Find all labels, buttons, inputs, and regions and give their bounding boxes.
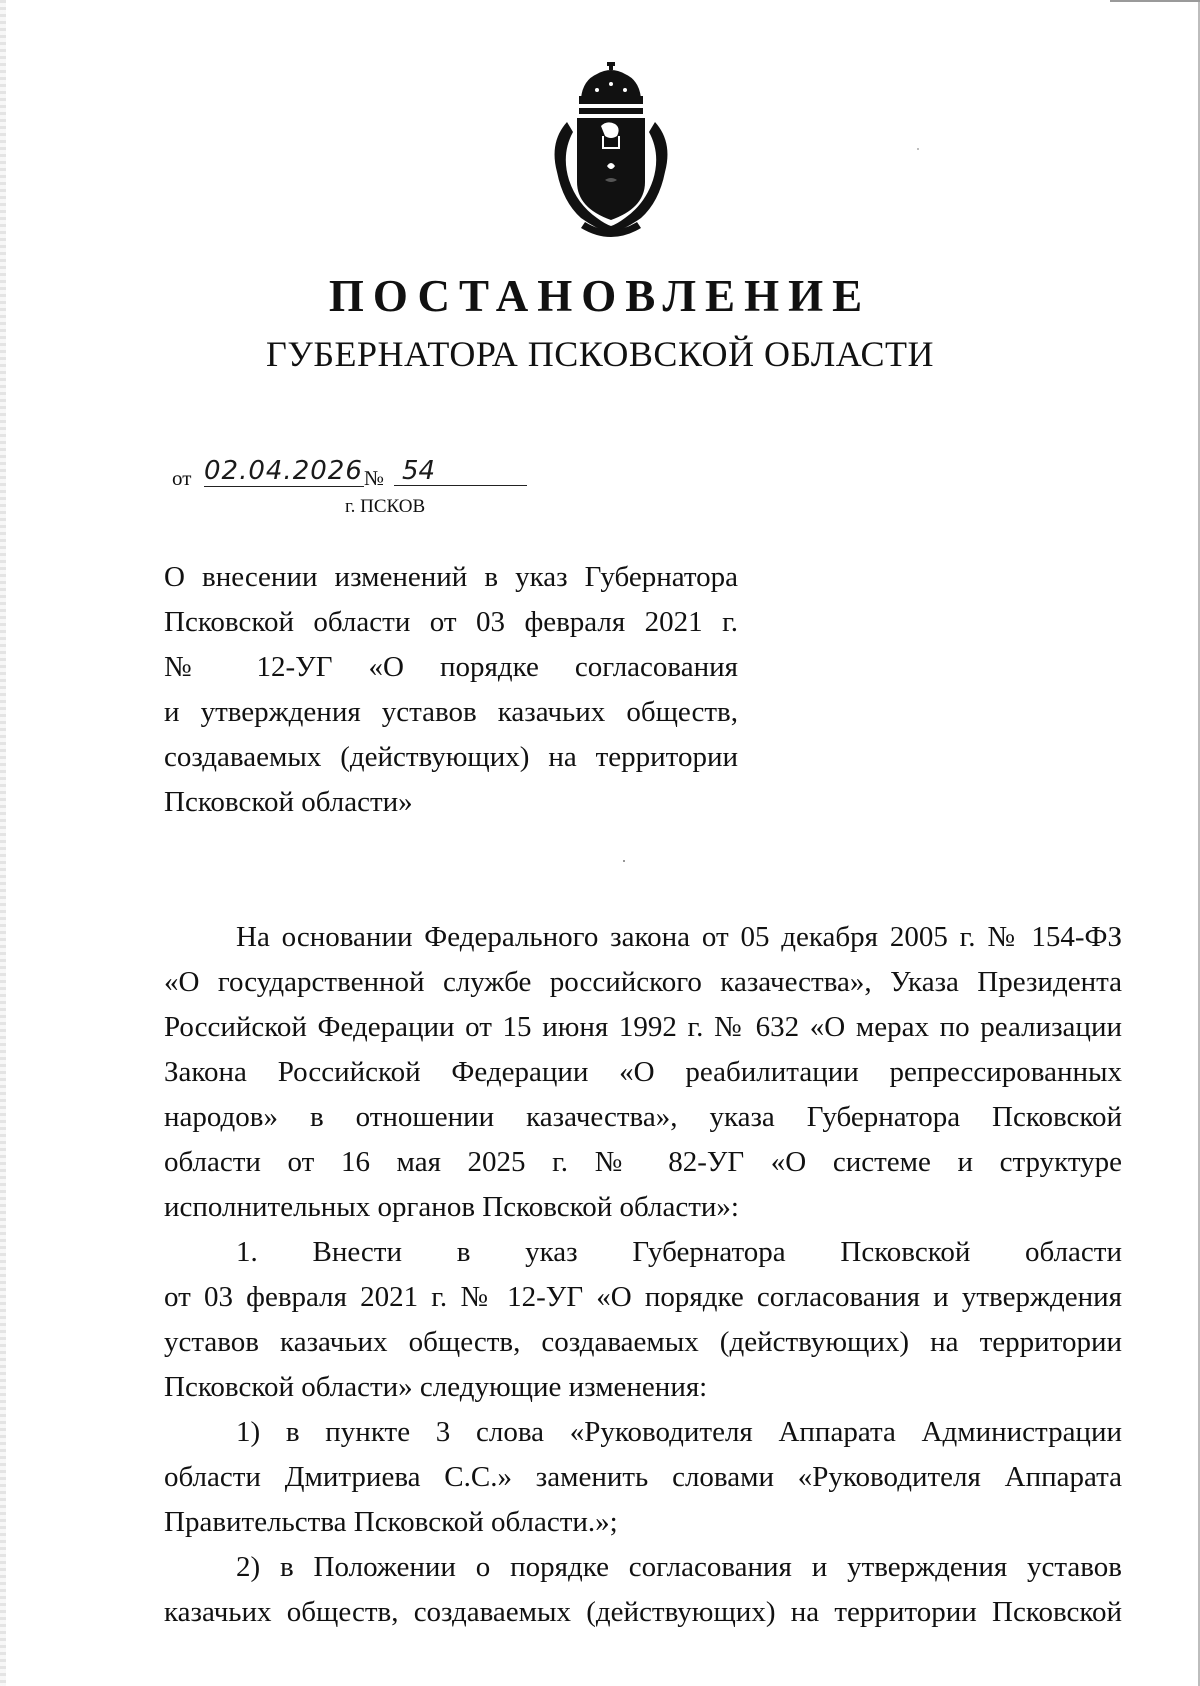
scan-speck: [623, 860, 625, 862]
scan-speck: [917, 148, 919, 150]
body-line: Правительства Псковской области.»;: [164, 1506, 618, 1538]
body-line: казачьих обществ, создаваемых (действующих) на территории Псковской: [164, 1596, 1122, 1628]
body-line: На основании Федерального закона от 05 декабря 2005 г. № 154-ФЗ: [236, 921, 1122, 953]
subject-line: № 12-УГ «О порядке согласования: [164, 651, 738, 683]
subject-line: создаваемых (действующих) на территории: [164, 741, 738, 773]
subject-line: О внесении изменений в указ Губернатора: [164, 561, 738, 593]
date-prefix: от: [172, 466, 192, 490]
body-line: Псковской области» следующие изменения:: [164, 1371, 708, 1403]
body-line: уставов казачьих обществ, создаваемых (действующих) на территории: [164, 1326, 1122, 1358]
subject-line: Псковской области»: [164, 786, 413, 818]
body-line: области от 16 мая 2025 г. № 82-УГ «О системе и структуре: [164, 1146, 1122, 1178]
body-line: 2) в Положении о порядке согласования и утверждения уставов: [236, 1551, 1122, 1583]
coat-of-arms-icon: [545, 62, 677, 242]
body-line: 1) в пункте 3 слова «Руководителя Аппарата Администрации: [236, 1416, 1122, 1448]
scan-edge-left: [0, 0, 6, 1686]
body-line: 1. Внести в указ Губернатора Псковской области: [236, 1236, 1122, 1268]
body-line: от 03 февраля 2021 г. № 12-УГ «О порядке согласования и утверждения: [164, 1281, 1122, 1313]
subject-line: и утверждения уставов казачьих обществ,: [164, 696, 738, 728]
document-title: ПОСТАНОВЛЕНИЕ: [328, 271, 872, 321]
body-text: [164, 915, 1122, 1635]
handwritten-number: 54: [394, 456, 527, 486]
document-issuer: ГУБЕРНАТОРА ПСКОВСКОЙ ОБЛАСТИ: [266, 334, 934, 374]
subject-line: Псковской области от 03 февраля 2021 г.: [164, 606, 738, 638]
body-line: народов» в отношении казачества», указа Губернатора Псковской: [164, 1101, 1122, 1133]
body-line: Российской Федерации от 15 июня 1992 г. № 632 «О мерах по реализации: [164, 1011, 1122, 1043]
body-line: исполнительных органов Псковской области»:: [164, 1191, 739, 1223]
number-sign: №: [364, 466, 385, 490]
body-line: «О государственной службе российского казачества», Указа Президента: [164, 966, 1122, 998]
body-line: области Дмитриева С.С.» заменить словами «Руководителя Аппарата: [164, 1461, 1122, 1493]
handwritten-date: 02.04.2026: [204, 456, 363, 486]
subject-block: [164, 555, 738, 825]
body-line: Закона Российской Федерации «О реабилитации репрессированных: [164, 1056, 1122, 1088]
scan-edge-top: [1110, 0, 1200, 2]
city-label: г. ПСКОВ: [345, 496, 426, 517]
